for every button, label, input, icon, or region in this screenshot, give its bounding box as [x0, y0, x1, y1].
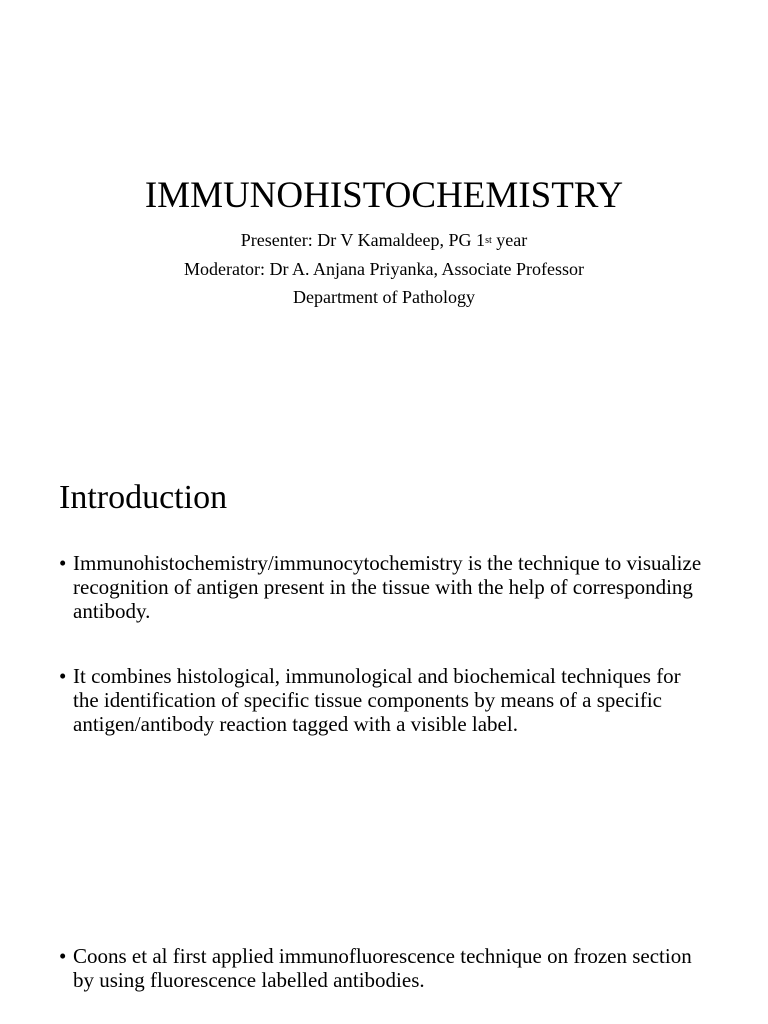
title-slide: [0, 0, 768, 440]
presenter-line: [0, 228, 768, 252]
department-line: Department of Pathology: [293, 287, 475, 307]
bullet-item: [59, 664, 709, 736]
bullet-item: [59, 944, 709, 992]
bullet-text: Coons et al first applied immunofluorescence technique on frozen section by using fluorescence labelled antibodies.: [73, 944, 692, 992]
presenter-ordinal: st: [485, 235, 492, 246]
bullet-text: It combines histological, immunological and biochemical techniques for the identification of specific tissue components by means of a specific antigen/antibody reaction tagged with a visible label.: [73, 664, 681, 736]
introduction-heading: Introduction: [59, 479, 228, 516]
bullet-item: [59, 551, 709, 623]
presenter-text: Presenter: Dr V Kamaldeep, PG 1: [240, 230, 486, 250]
presentation-title: IMMUNOHISTOCHEMISTRY: [144, 175, 624, 216]
moderator-line: Moderator: Dr A. Anjana Priyanka, Associate Professor: [184, 259, 584, 279]
bullet-marker: •: [59, 664, 67, 688]
bullet-text: Immunohistochemistry/immunocytochemistry is the technique to visualize recognition of antigen present in the tissue with the help of corresponding antibody.: [73, 551, 702, 623]
bullet-marker: •: [59, 551, 67, 575]
presenter-suffix: year: [491, 230, 528, 250]
bullet-marker: •: [59, 944, 67, 968]
